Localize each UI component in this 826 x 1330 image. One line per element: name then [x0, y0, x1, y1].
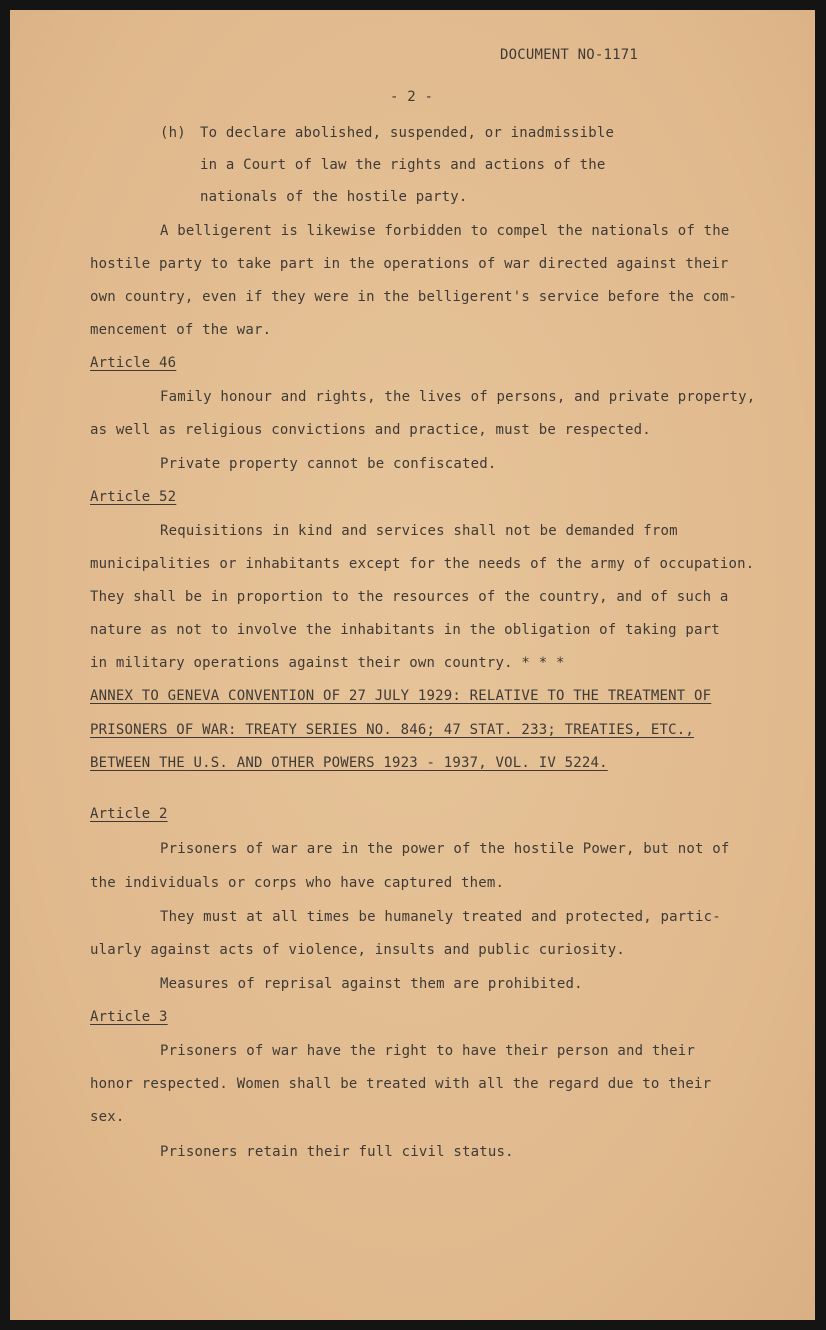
- article-2-heading: Article 2: [90, 806, 168, 822]
- section-h-label: (h): [160, 125, 186, 141]
- article-2-line: Prisoners of war are in the power of the hostile Power, but not of: [160, 841, 730, 857]
- article-2-line: Measures of reprisal against them are prohibited.: [160, 976, 583, 992]
- annex-heading-line: PRISONERS OF WAR: TREATY SERIES NO. 846; 47 STAT. 233; TREATIES, ETC.,: [90, 722, 695, 738]
- article-2-line: They must at all times be humanely treated and protected, partic-: [160, 909, 721, 925]
- article-2-line: ularly against acts of violence, insults and public curiosity.: [90, 942, 625, 958]
- page-number: - 2 -: [390, 89, 434, 105]
- belligerent-line: A belligerent is likewise forbidden to compel the nationals of the: [160, 223, 730, 239]
- article-3-line: Prisoners of war have the right to have their person and their: [160, 1043, 695, 1059]
- annex-heading-line: ANNEX TO GENEVA CONVENTION OF 27 JULY 1929: RELATIVE TO THE TREATMENT OF: [90, 688, 712, 704]
- annex-heading-line: BETWEEN THE U.S. AND OTHER POWERS 1923 - 1937, VOL. IV 5224.: [90, 755, 608, 771]
- article-52-line: nature as not to involve the inhabitants in the obligation of taking part: [90, 622, 720, 638]
- belligerent-line: own country, even if they were in the belligerent's service before the com-: [90, 289, 738, 305]
- document-number: DOCUMENT NO-1171: [500, 47, 639, 63]
- article-52-line: Requisitions in kind and services shall not be demanded from: [160, 523, 678, 539]
- article-52-heading: Article 52: [90, 489, 177, 505]
- section-h-line: in a Court of law the rights and actions of the: [200, 157, 606, 173]
- article-46-line: Family honour and rights, the lives of persons, and private property,: [160, 389, 756, 405]
- article-46-line: Private property cannot be confiscated.: [160, 456, 497, 472]
- article-46-heading: Article 46: [90, 355, 177, 371]
- belligerent-line: mencement of the war.: [90, 322, 272, 338]
- section-h-line: nationals of the hostile party.: [200, 189, 468, 205]
- article-3-heading: Article 3: [90, 1009, 168, 1025]
- section-h-line: To declare abolished, suspended, or inadmissible: [200, 125, 615, 141]
- document-page: [10, 10, 815, 1320]
- article-52-line: They shall be in proportion to the resources of the country, and of such a: [90, 589, 729, 605]
- article-3-line: honor respected. Women shall be treated with all the regard due to their: [90, 1076, 712, 1092]
- article-52-line: in military operations against their own country. * * *: [90, 655, 565, 671]
- article-46-line: as well as religious convictions and practice, must be respected.: [90, 422, 651, 438]
- belligerent-line: hostile party to take part in the operations of war directed against their: [90, 256, 729, 272]
- article-52-line: municipalities or inhabitants except for the needs of the army of occupation.: [90, 556, 755, 572]
- article-3-line: sex.: [90, 1109, 125, 1125]
- article-2-line: the individuals or corps who have captured them.: [90, 875, 505, 891]
- article-3-line: Prisoners retain their full civil status.: [160, 1144, 514, 1160]
